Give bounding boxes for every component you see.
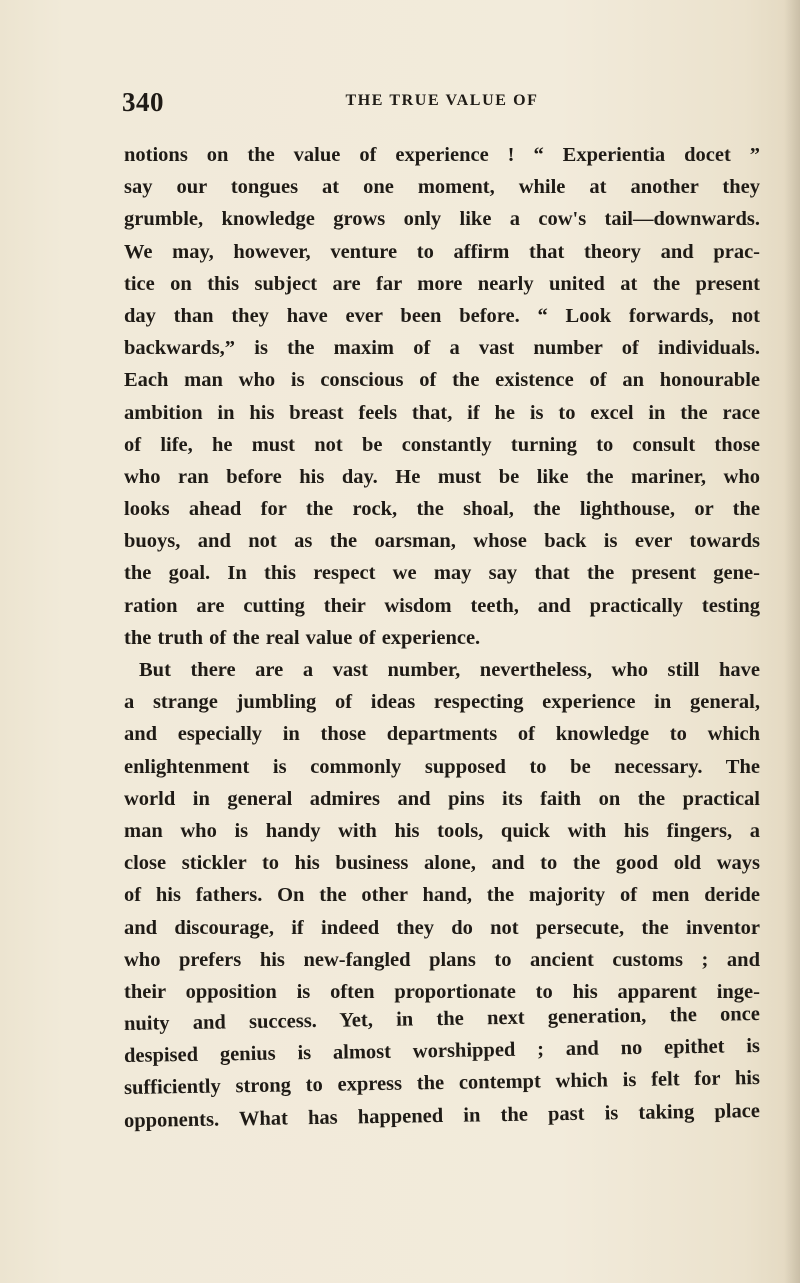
text-line: of life, he must not be constantly turning to consult those [124,433,760,456]
text-line: man who is handy with his tools, quick with his fingers, a [124,819,760,842]
body-text [124,139,760,1137]
text-line: Each man who is conscious of the existence of an honourable [124,369,760,392]
text-line: and especially in those departments of knowledge to which [124,723,760,746]
text-line: grumble, knowledge grows only like a cow's tail—downwards. [124,208,760,231]
text-line: tice on this subject are far more nearly united at the present [124,272,760,295]
text-line: and discourage, if indeed they do not persecute, the inventor [124,916,760,939]
text-line: ambition in his breast feels that, if he is to excel in the race [124,401,760,424]
text-line: looks ahead for the rock, the shoal, the lighthouse, or the [124,498,760,521]
page-number: 340 [122,87,164,117]
text-line: world in general admires and pins its faith on the practical [124,787,760,810]
text-line: who ran before his day. He must be like the mariner, who [124,465,760,488]
text-line: a strange jumbling of ideas respecting experience in general, [124,691,760,714]
text-line: enlightenment is commonly supposed to be necessary. The [124,755,760,778]
text-line: say our tongues at one moment, while at another they [124,176,760,199]
text-line: the truth of the real value of experience. [124,626,481,649]
text-line: despised genius is almost worshipped ; and no epithet is [123,1035,761,1068]
running-head: THE TRUE VALUE OF [345,92,539,109]
text-line: the goal. In this respect we may say that the present gene- [124,562,760,585]
text-line: notions on the value of experience ! “ Experientia docet ” [124,144,760,166]
text-line: close stickler to his business alone, and to the good old ways [124,852,760,875]
text-line: backwards,” is the maxim of a vast number of individuals. [124,337,760,360]
text-line: ration are cutting their wisdom teeth, and practically testing [124,594,760,617]
text-line: sufficiently strong to express the contempt which is felt for his [123,1067,761,1100]
text-line: We may, however, venture to affirm that theory and prac- [124,240,760,263]
text-line: opponents. What has happened in the past is taking place [123,1099,761,1132]
text-line: nuity and success. Yet, in the next generation, the once [123,1003,761,1036]
text-line: day than they have ever been before. “ Look forwards, not [124,304,760,327]
text-line: But there are a vast number, nevertheless, who still have [139,659,760,681]
page-header [122,87,762,127]
text-line: of his fathers. On the other hand, the majority of men deride [124,884,760,907]
text-line: who prefers his new-fangled plans to ancient customs ; and [124,948,760,971]
text-line: their opposition is often proportionate to his apparent inge- [124,980,760,1003]
text-line: buoys, and not as the oarsman, whose back is ever towards [124,530,760,553]
page-edge-shadow [784,0,800,1283]
